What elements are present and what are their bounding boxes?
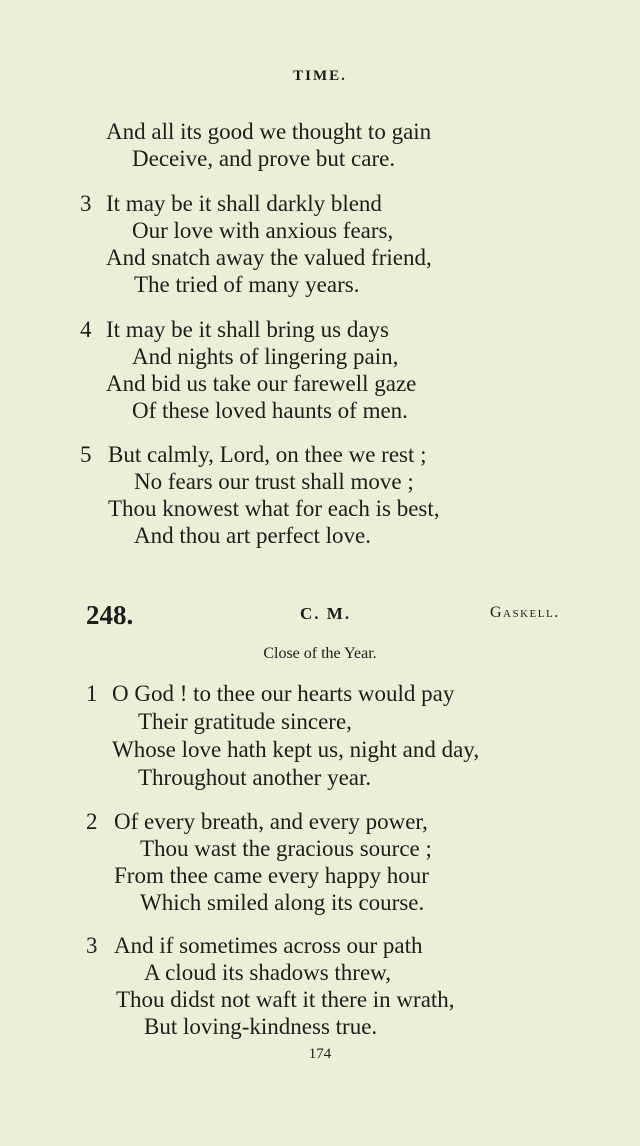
verse-line: From thee came every happy hour [114, 863, 429, 888]
hymn-meter: C. M. [300, 604, 352, 623]
verse-line: Throughout another year. [138, 765, 372, 790]
stanza-number: 2 [86, 809, 98, 834]
verse-line: And if sometimes across our path [114, 933, 423, 958]
verse-line: Of these loved haunts of men. [132, 398, 408, 423]
verse-line: Thou knowest what for each is best, [108, 496, 440, 521]
verse-line: Which smiled along its course. [140, 890, 425, 915]
verse-line: Their gratitude sincere, [138, 709, 352, 734]
verse-line: It may be it shall bring us days [106, 317, 389, 342]
hymn-header [0, 600, 640, 634]
stanza-number: 1 [86, 681, 98, 706]
verse-line: A cloud its shadows threw, [144, 960, 392, 985]
verse-line: Thou didst not waft it there in wrath, [116, 987, 455, 1012]
verse-line: Of every breath, and every power, [114, 809, 428, 834]
verse-line: Our love with anxious fears, [132, 218, 394, 243]
verse-line: And bid us take our farewell gaze [106, 371, 417, 396]
hymn-title: Close of the Year. [263, 645, 377, 662]
verse-line: Whose love hath kept us, night and day, [112, 737, 480, 762]
verse-line: But loving-kindness true. [144, 1014, 378, 1039]
verse-line: But calmly, Lord, on thee we rest ; [108, 442, 427, 467]
stanza-number: 3 [86, 933, 98, 958]
verse-line: And nights of lingering pain, [132, 344, 399, 369]
verse-line: No fears our trust shall move ; [134, 469, 414, 494]
verse-line: Thou wast the gracious source ; [140, 836, 432, 861]
stanza-number: 4 [80, 317, 92, 342]
verse-line: And snatch away the valued friend, [106, 245, 432, 270]
stanza-number: 5 [80, 442, 92, 467]
verse-line: It may be it shall darkly blend [106, 191, 382, 216]
stanza-number: 3 [80, 191, 92, 216]
hymn-composer: Gaskell. [490, 604, 560, 621]
page-number: 174 [308, 1046, 332, 1062]
running-head: TIME. [293, 68, 347, 84]
verse-line: And all its good we thought to gain [106, 119, 432, 144]
hymn-number: 248. [86, 600, 134, 630]
verse-line: Deceive, and prove but care. [132, 146, 396, 171]
verse-line: O God ! to thee our hearts would pay [112, 681, 455, 706]
verse-line: And thou art perfect love. [134, 523, 371, 548]
verse-line: The tried of many years. [134, 272, 360, 297]
